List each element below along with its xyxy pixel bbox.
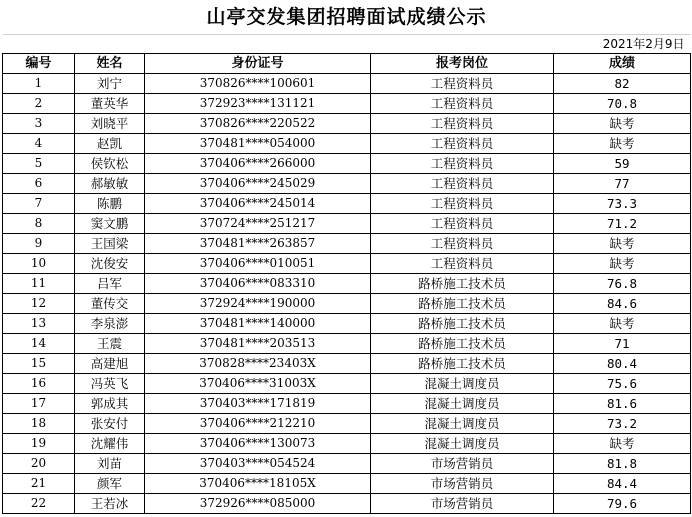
cell-score[interactable]: 77 xyxy=(554,174,691,194)
cell-score[interactable]: 71 xyxy=(554,334,691,354)
table-row xyxy=(3,114,691,134)
cell-score[interactable]: 81.6 xyxy=(554,394,691,414)
cell-position[interactable]: 混凝土调度员 xyxy=(371,374,554,394)
date-row-blank-cell[interactable] xyxy=(3,35,75,54)
cell-name[interactable]: 吕军 xyxy=(75,274,145,294)
cell-name[interactable]: 王国梁 xyxy=(75,234,145,254)
cell-position[interactable]: 路桥施工技术员 xyxy=(371,314,554,334)
cell-position[interactable]: 工程资料员 xyxy=(371,254,554,274)
table-row xyxy=(3,414,691,434)
cell-position[interactable]: 市场营销员 xyxy=(371,454,554,474)
cell-score[interactable]: 59 xyxy=(554,154,691,174)
cell-no[interactable]: 14 xyxy=(3,334,75,354)
cell-position[interactable]: 工程资料员 xyxy=(371,214,554,234)
cell-name[interactable]: 陈鹏 xyxy=(75,194,145,214)
cell-name[interactable]: 李泉澎 xyxy=(75,314,145,334)
cell-id-number[interactable]: 370403****054524 xyxy=(145,454,371,474)
cell-score[interactable]: 缺考 xyxy=(554,254,691,274)
cell-name[interactable]: 沈耀伟 xyxy=(75,434,145,454)
table-row xyxy=(3,474,691,494)
cell-name[interactable]: 冯英飞 xyxy=(75,374,145,394)
table-row xyxy=(3,354,691,374)
date-row-blank-cell[interactable] xyxy=(145,35,371,54)
cell-position[interactable]: 工程资料员 xyxy=(371,114,554,134)
cell-no[interactable]: 10 xyxy=(3,254,75,274)
cell-name[interactable]: 刘宁 xyxy=(75,74,145,94)
table-row xyxy=(3,234,691,254)
cell-no[interactable]: 20 xyxy=(3,454,75,474)
cell-no[interactable]: 11 xyxy=(3,274,75,294)
cell-position[interactable]: 工程资料员 xyxy=(371,94,554,114)
table-row xyxy=(3,154,691,174)
cell-id-number[interactable]: 370406****18105X xyxy=(145,474,371,494)
cell-id-number[interactable]: 370481****140000 xyxy=(145,314,371,334)
header-score[interactable]: 成绩 xyxy=(554,54,691,74)
cell-id-number[interactable]: 370826****100601 xyxy=(145,74,371,94)
cell-score[interactable]: 缺考 xyxy=(554,134,691,154)
table-row xyxy=(3,134,691,154)
cell-score[interactable]: 84.6 xyxy=(554,294,691,314)
cell-name[interactable]: 郝敏敏 xyxy=(75,174,145,194)
cell-name[interactable]: 沈俊安 xyxy=(75,254,145,274)
cell-id-number[interactable]: 370406****083310 xyxy=(145,274,371,294)
cell-name[interactable]: 刘苗 xyxy=(75,454,145,474)
table-row xyxy=(3,374,691,394)
cell-position[interactable]: 工程资料员 xyxy=(371,234,554,254)
table-row xyxy=(3,394,691,414)
cell-no[interactable]: 7 xyxy=(3,194,75,214)
cell-no[interactable]: 15 xyxy=(3,354,75,374)
cell-id-number[interactable]: 370481****263857 xyxy=(145,234,371,254)
page-title[interactable]: 山亭交发集团招聘面试成绩公示 xyxy=(206,6,487,28)
cell-name[interactable]: 赵凯 xyxy=(75,134,145,154)
cell-name[interactable]: 王若冰 xyxy=(75,494,145,514)
cell-score[interactable]: 73.2 xyxy=(554,414,691,434)
cell-id-number[interactable]: 370406****31003X xyxy=(145,374,371,394)
cell-no[interactable]: 21 xyxy=(3,474,75,494)
cell-position[interactable]: 路桥施工技术员 xyxy=(371,294,554,314)
cell-id-number[interactable]: 370406****130073 xyxy=(145,434,371,454)
table-row xyxy=(3,94,691,114)
cell-position[interactable]: 工程资料员 xyxy=(371,134,554,154)
cell-id-number[interactable]: 370406****010051 xyxy=(145,254,371,274)
cell-position[interactable]: 市场营销员 xyxy=(371,494,554,514)
cell-no[interactable]: 19 xyxy=(3,434,75,454)
header-no[interactable]: 编号 xyxy=(3,54,75,74)
cell-no[interactable]: 16 xyxy=(3,374,75,394)
cell-id-number[interactable]: 370406****245029 xyxy=(145,174,371,194)
cell-name[interactable]: 张安付 xyxy=(75,414,145,434)
cell-score[interactable]: 71.2 xyxy=(554,214,691,234)
cell-position[interactable]: 混凝土调度员 xyxy=(371,434,554,454)
cell-score[interactable]: 75.6 xyxy=(554,374,691,394)
table-row xyxy=(3,434,691,454)
table-row xyxy=(3,494,691,514)
cell-name[interactable]: 董传交 xyxy=(75,294,145,314)
cell-position[interactable]: 工程资料员 xyxy=(371,194,554,214)
cell-score[interactable]: 76.8 xyxy=(554,274,691,294)
cell-no[interactable]: 3 xyxy=(3,114,75,134)
score-table xyxy=(2,0,691,514)
cell-score[interactable]: 73.3 xyxy=(554,194,691,214)
cell-position[interactable]: 混凝土调度员 xyxy=(371,394,554,414)
table-row xyxy=(3,254,691,274)
date-row xyxy=(3,35,691,54)
table-row xyxy=(3,294,691,314)
header-name[interactable]: 姓名 xyxy=(75,54,145,74)
cell-name[interactable]: 窦文鹏 xyxy=(75,214,145,234)
cell-position[interactable]: 路桥施工技术员 xyxy=(371,334,554,354)
cell-name[interactable]: 颜军 xyxy=(75,474,145,494)
table-row xyxy=(3,194,691,214)
cell-name[interactable]: 侯钦松 xyxy=(75,154,145,174)
title-row xyxy=(3,0,691,35)
cell-score[interactable]: 80.4 xyxy=(554,354,691,374)
cell-no[interactable]: 8 xyxy=(3,214,75,234)
cell-score[interactable]: 缺考 xyxy=(554,314,691,334)
cell-score[interactable]: 82 xyxy=(554,74,691,94)
cell-score[interactable]: 70.8 xyxy=(554,94,691,114)
cell-score[interactable]: 79.6 xyxy=(554,494,691,514)
table-row xyxy=(3,314,691,334)
table-row xyxy=(3,274,691,294)
cell-id-number[interactable]: 372926****085000 xyxy=(145,494,371,514)
cell-position[interactable]: 路桥施工技术员 xyxy=(371,274,554,294)
cell-score[interactable]: 缺考 xyxy=(554,234,691,254)
cell-id-number[interactable]: 370481****054000 xyxy=(145,134,371,154)
cell-id-number[interactable]: 372924****190000 xyxy=(145,294,371,314)
cell-position[interactable]: 工程资料员 xyxy=(371,174,554,194)
date-row-blank-cell[interactable] xyxy=(371,35,554,54)
cell-id-number[interactable]: 370724****251217 xyxy=(145,214,371,234)
table-row xyxy=(3,174,691,194)
cell-score[interactable]: 84.4 xyxy=(554,474,691,494)
cell-id-number[interactable]: 370481****203513 xyxy=(145,334,371,354)
header-id[interactable]: 身份证号 xyxy=(145,54,371,74)
cell-id-number[interactable]: 370826****220522 xyxy=(145,114,371,134)
cell-position[interactable]: 混凝土调度员 xyxy=(371,414,554,434)
header-position[interactable]: 报考岗位 xyxy=(371,54,554,74)
publish-date[interactable]: 2021年2月9日 xyxy=(554,35,691,54)
table-row xyxy=(3,334,691,354)
cell-id-number[interactable]: 370828****23403X xyxy=(145,354,371,374)
cell-no[interactable]: 9 xyxy=(3,234,75,254)
cell-no[interactable]: 17 xyxy=(3,394,75,414)
cell-no[interactable]: 6 xyxy=(3,174,75,194)
cell-score[interactable]: 缺考 xyxy=(554,434,691,454)
date-row-blank-cell[interactable] xyxy=(75,35,145,54)
cell-no[interactable]: 5 xyxy=(3,154,75,174)
header-row xyxy=(3,54,691,74)
cell-id-number[interactable]: 372923****131121 xyxy=(145,94,371,114)
cell-no[interactable]: 13 xyxy=(3,314,75,334)
cell-score[interactable]: 81.8 xyxy=(554,454,691,474)
table-row xyxy=(3,454,691,474)
cell-name[interactable]: 董英华 xyxy=(75,94,145,114)
cell-no[interactable]: 1 xyxy=(3,74,75,94)
cell-id-number[interactable]: 370406****245014 xyxy=(145,194,371,214)
cell-name[interactable]: 高建旭 xyxy=(75,354,145,374)
cell-no[interactable]: 2 xyxy=(3,94,75,114)
cell-no[interactable]: 12 xyxy=(3,294,75,314)
cell-name[interactable]: 郭成其 xyxy=(75,394,145,414)
cell-name[interactable]: 刘晓平 xyxy=(75,114,145,134)
cell-score[interactable]: 缺考 xyxy=(554,114,691,134)
table-row xyxy=(3,74,691,94)
table-row xyxy=(3,214,691,234)
cell-position[interactable]: 市场营销员 xyxy=(371,474,554,494)
cell-position[interactable]: 工程资料员 xyxy=(371,154,554,174)
cell-id-number[interactable]: 370403****171819 xyxy=(145,394,371,414)
cell-position[interactable]: 工程资料员 xyxy=(371,74,554,94)
cell-name[interactable]: 王震 xyxy=(75,334,145,354)
cell-no[interactable]: 22 xyxy=(3,494,75,514)
cell-id-number[interactable]: 370406****266000 xyxy=(145,154,371,174)
cell-no[interactable]: 4 xyxy=(3,134,75,154)
cell-no[interactable]: 18 xyxy=(3,414,75,434)
cell-id-number[interactable]: 370406****212210 xyxy=(145,414,371,434)
cell-position[interactable]: 路桥施工技术员 xyxy=(371,354,554,374)
